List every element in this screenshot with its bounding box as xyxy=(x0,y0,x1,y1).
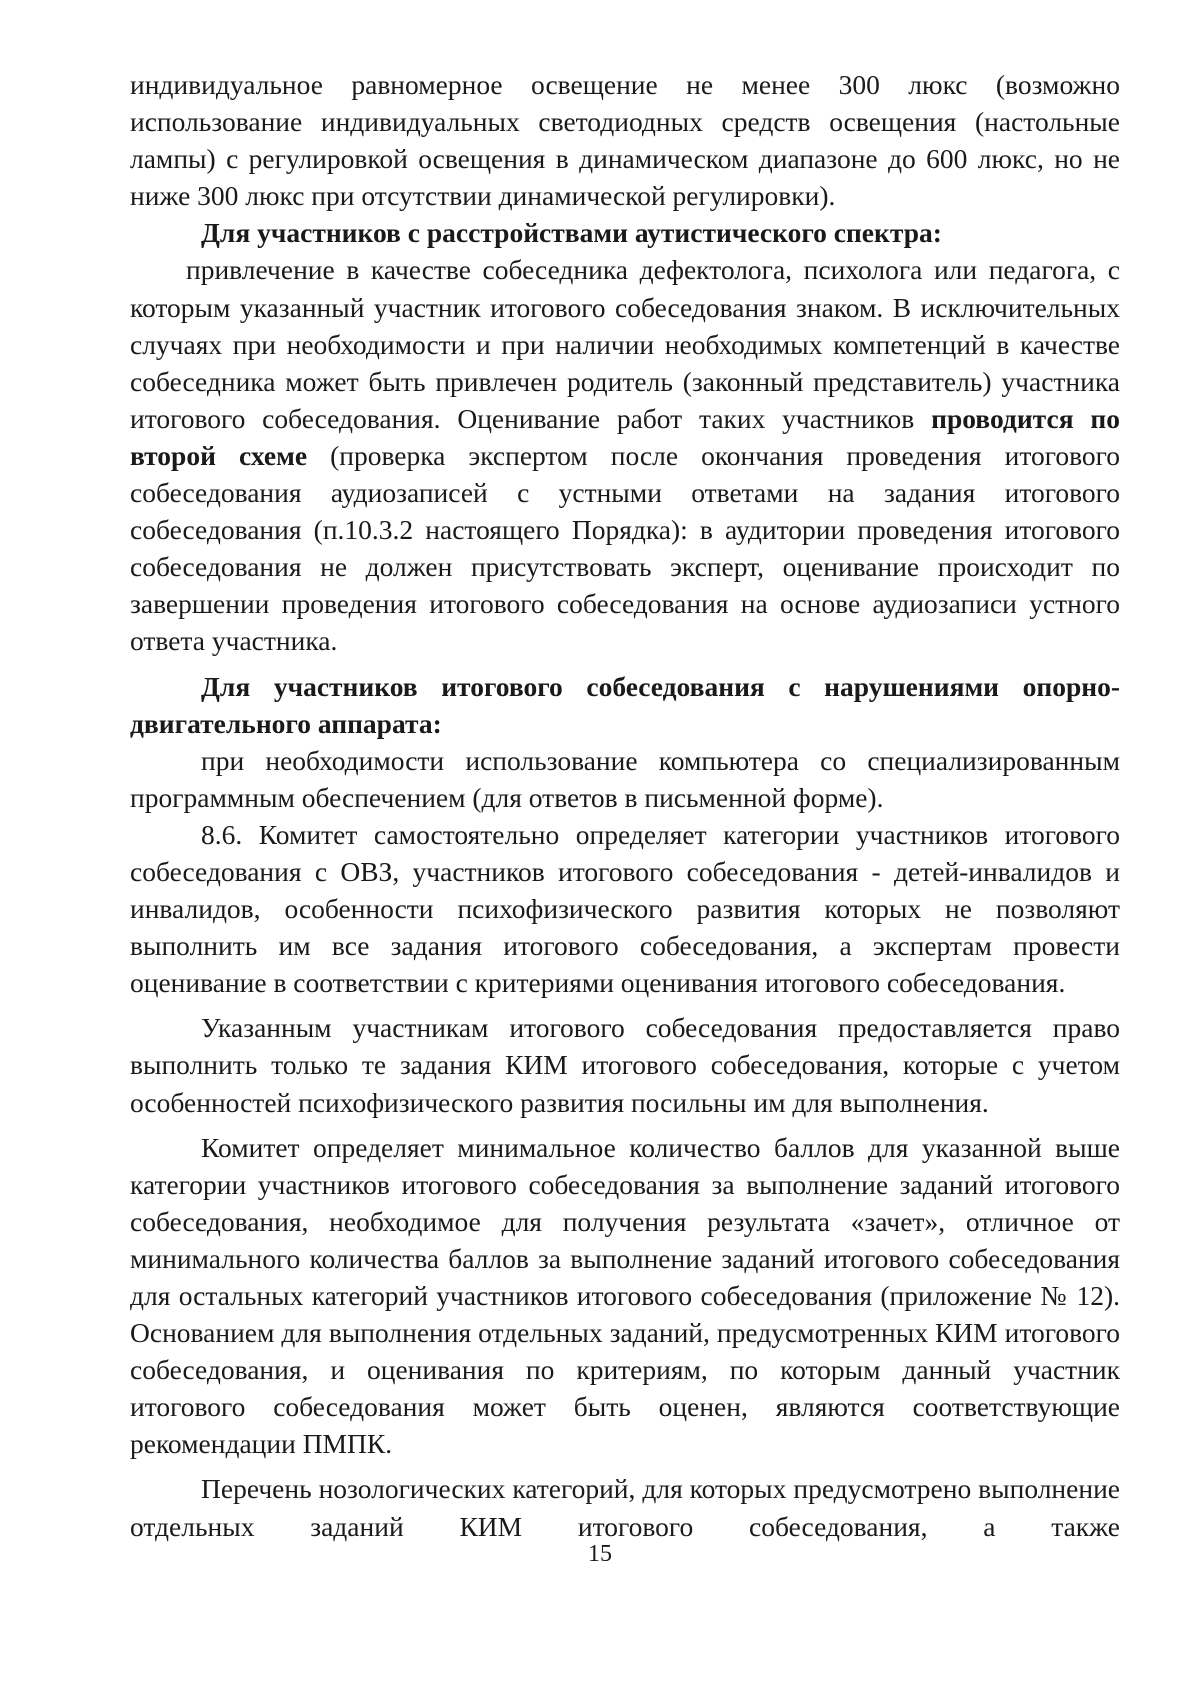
heading-autism: Для участников с расстройствами аутистического спектра: xyxy=(201,217,942,249)
paragraph-8-6: 8.6. Комитет самостоятельно определяет категории участников итогового собеседования с ОВЗ, участников итогового собеседования - детей-инвалидов и инвалидов, особенности психофизического развития которых не позволяют выполнить им все задания итогового собеседования, а экспертам провести оценивание в соответствии с критериями оценивания итогового собеседования. xyxy=(130,818,1120,999)
paragraph-autism xyxy=(130,251,1120,659)
paragraph-autism-bold: проводится по второй схеме xyxy=(130,402,1120,471)
document-body xyxy=(130,66,1120,1545)
paragraph-autism-start: привлечение в качестве собеседника дефектолога, психолога или педагога, с которым указанный участник итогового собеседования знаком. В исключительных случаях при необходимости и при наличии необходимых компетенций в качестве собеседника может быть привлечен родитель (законный представитель) участника итогового собеседования. Оценивание работ таких участников xyxy=(130,254,1120,434)
paragraph-minimum-score: Комитет определяет минимальное количество баллов для указанной выше категории участников итогового собеседования за выполнение заданий итогового собеседования, необходимое для получения результата «зачет», отличное от минимального количества баллов за выполнение заданий итогового собеседования для остальных категорий участников итогового собеседования (приложение № 12). Основанием для выполнения отдельных заданий, предусмотренных КИМ итогового собеседования, и оценивания по критериям, по которым данный участник итогового собеседования может быть оценен, являются соответствующие рекомендации ПМПК. xyxy=(130,1131,1120,1460)
heading-musculoskeletal: Для участников итогового собеседования с нарушениями опорно-двигательного аппарата: xyxy=(130,670,1120,739)
paragraph-autism-end: (проверка экспертом после окончания проведения итогового собеседования аудиозаписей с устными ответами на задания итогового собеседования (п.10.3.2 настоящего Порядка): в аудитории проведения итогового собеседования не должен присутствовать эксперт, оценивание происходит по завершении проведения итогового собеседования на основе аудиозаписи устного ответа участника. xyxy=(130,439,1120,657)
page-number: 15 xyxy=(588,1541,612,1567)
paragraph-nosological: Перечень нозологических категорий, для которых предусмотрено выполнение отдельных заданий КИМ итогового собеседования, а также xyxy=(130,1473,1120,1542)
paragraph-lighting: индивидуальное равномерное освещение не менее 300 люкс (возможно использование индивидуальных светодиодных средств освещения (настольные лампы) с регулировкой освещения в динамическом диапазоне до 600 люкс, но не ниже 300 люкс при отсутствии динамической регулировки). xyxy=(130,69,1120,212)
paragraph-right-to-perform: Указанным участникам итогового собеседования предоставляется право выполнить только те задания КИМ итогового собеседования, которые с учетом особенностей психофизического развития посильны им для выполнения. xyxy=(130,1012,1120,1118)
paragraph-computer: при необходимости использование компьютера со специализированным программным обеспечением (для ответов в письменной форме). xyxy=(130,744,1120,813)
